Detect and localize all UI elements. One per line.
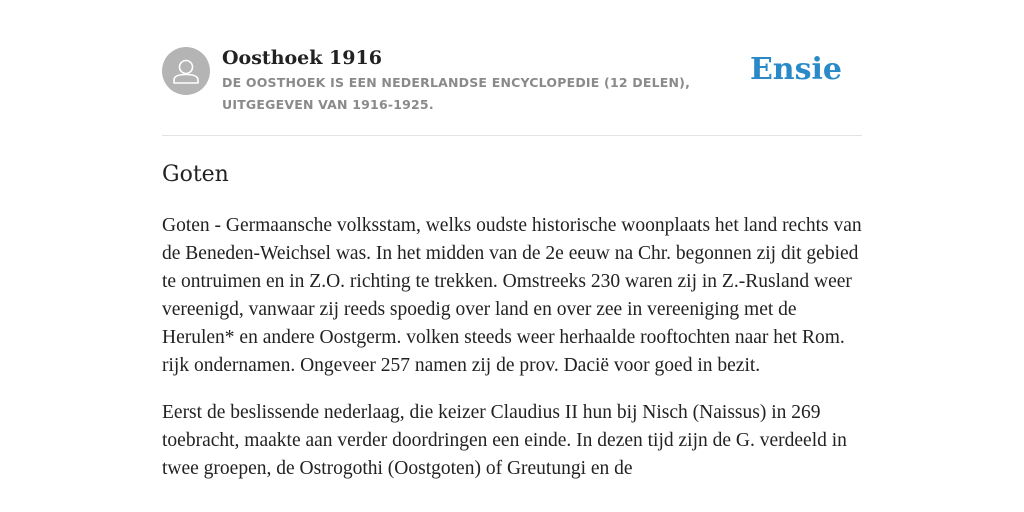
source-description: DE OOSTHOEK IS EEN NEDERLANDSE ENCYCLOPEDIE (12 DELEN), UITGEGEVEN VAN 1916-1925.: [222, 75, 691, 112]
article-title: Goten: [162, 162, 229, 187]
source-avatar[interactable]: [162, 47, 210, 95]
page-container: [162, 0, 862, 479]
source-header: [162, 0, 862, 136]
article-paragraph: Goten - Germaansche volksstam, welks oudste historische woonplaats het land rechts van de Beneden-Weichsel was. In het midden van de 2e eeuw na Chr. begonnen zij dit gebied te ontruimen en in Z.O. richting te trekken. Omstreeks 230 waren zij in Z.-Rusland weer vereenigd, vanwaar zij reeds spoedig over land en over zee in vereeniging met de Herulen* en andere Oostgerm. volken steeds weer herhaalde rooftochten naar het Rom. rijk ondernamen. Ongeveer 257 namen zij de prov. Dacië voor goed in bezit.: [162, 215, 862, 376]
source-title[interactable]: Oosthoek 1916: [222, 47, 382, 69]
article-body: [162, 212, 864, 502]
ensie-logo[interactable]: Ensie: [749, 52, 842, 87]
article-paragraph: Eerst de beslissende nederlaag, die keizer Claudius II hun bij Nisch (Naissus) in 269 toebracht, maakte aan verder doordringen een einde. In dezen tijd zijn de G. verdeeld in twee groepen, de Ostrogothi (Oostgoten) of Greutungi en de: [162, 402, 847, 479]
user-outline-icon: [162, 47, 210, 95]
